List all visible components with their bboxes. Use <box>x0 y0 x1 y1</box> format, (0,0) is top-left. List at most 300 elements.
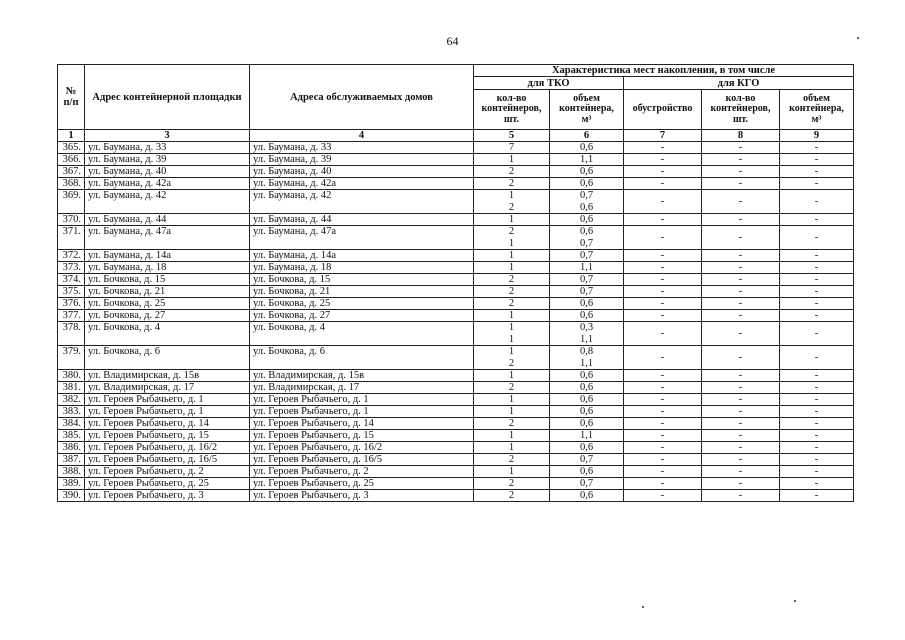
kgo-volume: - <box>780 322 854 346</box>
tko-volume-value: 0,6 <box>579 298 594 310</box>
kgo-count: - <box>702 490 780 502</box>
kgo-volume: - <box>780 142 854 154</box>
kgo-count: - <box>702 274 780 286</box>
row-number: 367. <box>58 166 85 178</box>
row-number: 370. <box>58 214 85 226</box>
kgo-equipment: - <box>624 430 702 442</box>
site-address: ул. Баумана, д. 44 <box>85 214 250 226</box>
row-number: 382. <box>58 394 85 406</box>
header-characteristics: Характеристика мест накопления, в том числе <box>474 65 854 77</box>
site-address: ул. Героев Рыбачьего, д. 2 <box>85 466 250 478</box>
served-houses: ул. Баумана, д. 33 <box>250 142 474 154</box>
tko-volume-value: 0,6 <box>579 214 594 226</box>
tko-volume <box>550 274 624 286</box>
kgo-count: - <box>702 478 780 490</box>
site-address: ул. Героев Рыбачьего, д. 16/2 <box>85 442 250 454</box>
kgo-equipment: - <box>624 370 702 382</box>
tko-count <box>474 250 550 262</box>
tko-count <box>474 346 550 370</box>
site-address: ул. Баумана, д. 14а <box>85 250 250 262</box>
row-number: 377. <box>58 310 85 322</box>
tko-count-value: 2 <box>508 298 515 310</box>
kgo-volume: - <box>780 382 854 394</box>
kgo-count: - <box>702 190 780 214</box>
table-row <box>58 154 854 166</box>
tko-volume-value: 1,1 <box>579 430 594 442</box>
tko-volume-value: 0,6 <box>579 142 594 154</box>
table-row <box>58 442 854 454</box>
kgo-volume: - <box>780 274 854 286</box>
tko-volume <box>550 226 624 250</box>
column-number: 9 <box>780 130 854 142</box>
site-address: ул. Бочкова, д. 21 <box>85 286 250 298</box>
tko-volume-value: 0,7 <box>579 286 594 298</box>
kgo-equipment: - <box>624 226 702 250</box>
site-address: ул. Баумана, д. 18 <box>85 262 250 274</box>
tko-count <box>474 190 550 214</box>
tko-volume-value: 0,7 <box>579 238 594 250</box>
site-address: ул. Баумана, д. 42 <box>85 190 250 214</box>
kgo-count: - <box>702 346 780 370</box>
kgo-count: - <box>702 214 780 226</box>
kgo-count: - <box>702 370 780 382</box>
header-kgo-volume: объем контейнера, м³ <box>780 90 854 130</box>
site-address: ул. Баумана, д. 40 <box>85 166 250 178</box>
served-houses: ул. Героев Рыбачьего, д. 1 <box>250 394 474 406</box>
served-houses: ул. Бочкова, д. 21 <box>250 286 474 298</box>
table-row <box>58 430 854 442</box>
tko-volume <box>550 154 624 166</box>
kgo-count: - <box>702 382 780 394</box>
kgo-volume: - <box>780 430 854 442</box>
column-number: 4 <box>250 130 474 142</box>
header-tko-count: кол-во контейнеров, шт. <box>474 90 550 130</box>
tko-volume <box>550 370 624 382</box>
header-kgo: для КГО <box>624 77 854 90</box>
table-row <box>58 166 854 178</box>
kgo-volume: - <box>780 190 854 214</box>
row-number: 390. <box>58 490 85 502</box>
header-served-houses: Адреса обслуживаемых домов <box>250 65 474 130</box>
scan-speck <box>857 37 859 39</box>
table-row <box>58 346 854 370</box>
kgo-equipment: - <box>624 298 702 310</box>
row-number: 389. <box>58 478 85 490</box>
column-number: 6 <box>550 130 624 142</box>
tko-volume <box>550 382 624 394</box>
tko-volume <box>550 442 624 454</box>
table-row <box>58 262 854 274</box>
kgo-count: - <box>702 262 780 274</box>
kgo-equipment: - <box>624 442 702 454</box>
row-number: 374. <box>58 274 85 286</box>
tko-volume-value: 0,6 <box>579 382 594 394</box>
tko-volume-value: 1,1 <box>579 358 594 370</box>
site-address: ул. Героев Рыбачьего, д. 1 <box>85 406 250 418</box>
tko-count <box>474 466 550 478</box>
tko-count-value: 1 <box>508 322 515 334</box>
kgo-equipment: - <box>624 154 702 166</box>
tko-volume-value: 0,6 <box>579 370 594 382</box>
tko-volume <box>550 490 624 502</box>
header-no: № п/п <box>58 65 85 130</box>
tko-count-value: 1 <box>508 406 515 418</box>
table-row <box>58 142 854 154</box>
row-number: 388. <box>58 466 85 478</box>
kgo-volume: - <box>780 298 854 310</box>
tko-volume-value: 0,7 <box>579 454 594 466</box>
row-number: 365. <box>58 142 85 154</box>
kgo-count: - <box>702 286 780 298</box>
kgo-count: - <box>702 418 780 430</box>
tko-count-value: 2 <box>508 490 515 502</box>
kgo-volume: - <box>780 478 854 490</box>
kgo-equipment: - <box>624 142 702 154</box>
site-address: ул. Героев Рыбачьего, д. 16/5 <box>85 454 250 466</box>
kgo-count: - <box>702 178 780 190</box>
served-houses: ул. Бочкова, д. 15 <box>250 274 474 286</box>
tko-count <box>474 142 550 154</box>
served-houses: ул. Бочкова, д. 25 <box>250 298 474 310</box>
tko-volume-value: 0,6 <box>579 178 594 190</box>
kgo-volume: - <box>780 226 854 250</box>
tko-volume <box>550 394 624 406</box>
row-number: 383. <box>58 406 85 418</box>
tko-volume-value: 0,6 <box>579 202 594 214</box>
tko-volume <box>550 346 624 370</box>
tko-volume <box>550 298 624 310</box>
served-houses: ул. Героев Рыбачьего, д. 14 <box>250 418 474 430</box>
table-row <box>58 250 854 262</box>
kgo-equipment: - <box>624 274 702 286</box>
tko-volume-value: 0,6 <box>579 466 594 478</box>
tko-count <box>474 370 550 382</box>
table-row <box>58 490 854 502</box>
kgo-volume: - <box>780 454 854 466</box>
site-address: ул. Бочкова, д. 15 <box>85 274 250 286</box>
row-number: 376. <box>58 298 85 310</box>
tko-count-value: 1 <box>508 262 515 274</box>
kgo-volume: - <box>780 154 854 166</box>
served-houses: ул. Бочкова, д. 27 <box>250 310 474 322</box>
header-site-address: Адрес контейнерной площадки <box>85 65 250 130</box>
kgo-volume: - <box>780 166 854 178</box>
site-address: ул. Бочкова, д. 6 <box>85 346 250 370</box>
tko-count-value: 1 <box>508 370 515 382</box>
kgo-count: - <box>702 142 780 154</box>
kgo-volume: - <box>780 178 854 190</box>
kgo-count: - <box>702 250 780 262</box>
table-row <box>58 298 854 310</box>
site-address: ул. Героев Рыбачьего, д. 14 <box>85 418 250 430</box>
kgo-count: - <box>702 442 780 454</box>
page-number: 64 <box>446 34 459 48</box>
served-houses: ул. Баумана, д. 44 <box>250 214 474 226</box>
served-houses: ул. Баумана, д. 42а <box>250 178 474 190</box>
row-number: 372. <box>58 250 85 262</box>
table-row <box>58 226 854 250</box>
served-houses: ул. Баумана, д. 40 <box>250 166 474 178</box>
tko-count-value: 1 <box>508 442 515 454</box>
kgo-equipment: - <box>624 346 702 370</box>
kgo-equipment: - <box>624 286 702 298</box>
tko-count-value: 1 <box>508 190 515 202</box>
table-row <box>58 406 854 418</box>
register-table <box>57 64 854 502</box>
header-kgo-count: кол-во контейнеров, шт. <box>702 90 780 130</box>
tko-count-value: 2 <box>508 358 515 370</box>
tko-volume <box>550 190 624 214</box>
tko-volume <box>550 250 624 262</box>
kgo-equipment: - <box>624 310 702 322</box>
tko-volume-value: 1,1 <box>579 154 594 166</box>
kgo-equipment: - <box>624 178 702 190</box>
kgo-equipment: - <box>624 478 702 490</box>
tko-count-value: 2 <box>508 478 515 490</box>
tko-count-value: 2 <box>508 418 515 430</box>
served-houses: ул. Владимирская, д. 15в <box>250 370 474 382</box>
kgo-count: - <box>702 298 780 310</box>
site-address: ул. Владимирская, д. 15в <box>85 370 250 382</box>
tko-count-value: 1 <box>508 310 515 322</box>
tko-count-value: 1 <box>508 430 515 442</box>
row-number: 387. <box>58 454 85 466</box>
table-row <box>58 454 854 466</box>
table-row <box>58 370 854 382</box>
served-houses: ул. Баумана, д. 14а <box>250 250 474 262</box>
tko-volume <box>550 322 624 346</box>
tko-volume <box>550 418 624 430</box>
tko-volume <box>550 406 624 418</box>
kgo-equipment: - <box>624 490 702 502</box>
kgo-count: - <box>702 166 780 178</box>
tko-volume-value: 0,6 <box>579 442 594 454</box>
served-houses: ул. Баумана, д. 18 <box>250 262 474 274</box>
table-row <box>58 286 854 298</box>
scan-speck <box>642 606 644 608</box>
tko-volume <box>550 454 624 466</box>
row-number: 373. <box>58 262 85 274</box>
tko-volume-value: 0,6 <box>579 310 594 322</box>
tko-volume <box>550 178 624 190</box>
site-address: ул. Героев Рыбачьего, д. 1 <box>85 394 250 406</box>
tko-count-value: 1 <box>508 334 515 346</box>
kgo-equipment: - <box>624 382 702 394</box>
served-houses: ул. Героев Рыбачьего, д. 3 <box>250 490 474 502</box>
tko-count <box>474 418 550 430</box>
tko-count <box>474 478 550 490</box>
header-kgo-equipment: обустройство <box>624 90 702 130</box>
tko-count-value: 2 <box>508 274 515 286</box>
kgo-volume: - <box>780 310 854 322</box>
table-row <box>58 394 854 406</box>
kgo-volume: - <box>780 466 854 478</box>
site-address: ул. Владимирская, д. 17 <box>85 382 250 394</box>
kgo-volume: - <box>780 346 854 370</box>
tko-count-value: 1 <box>508 238 515 250</box>
table-body <box>58 142 854 502</box>
tko-count <box>474 322 550 346</box>
row-number: 366. <box>58 154 85 166</box>
row-number: 369. <box>58 190 85 214</box>
table-row <box>58 418 854 430</box>
served-houses: ул. Героев Рыбачьего, д. 16/5 <box>250 454 474 466</box>
kgo-count: - <box>702 310 780 322</box>
site-address: ул. Баумана, д. 47а <box>85 226 250 250</box>
kgo-equipment: - <box>624 190 702 214</box>
tko-count <box>474 382 550 394</box>
scan-speck <box>794 600 796 602</box>
table-row <box>58 466 854 478</box>
kgo-equipment: - <box>624 322 702 346</box>
tko-count <box>474 262 550 274</box>
row-number: 384. <box>58 418 85 430</box>
table-row <box>58 478 854 490</box>
row-number: 368. <box>58 178 85 190</box>
tko-count-value: 2 <box>508 166 515 178</box>
tko-count <box>474 274 550 286</box>
tko-volume-value: 1,1 <box>579 334 594 346</box>
kgo-equipment: - <box>624 166 702 178</box>
tko-count-value: 1 <box>508 346 515 358</box>
tko-count <box>474 442 550 454</box>
site-address: ул. Героев Рыбачьего, д. 15 <box>85 430 250 442</box>
kgo-volume: - <box>780 370 854 382</box>
tko-count-value: 1 <box>508 466 515 478</box>
tko-count <box>474 490 550 502</box>
tko-count-value: 2 <box>508 202 515 214</box>
row-number: 381. <box>58 382 85 394</box>
tko-count-value: 2 <box>508 286 515 298</box>
tko-count <box>474 394 550 406</box>
tko-count-value: 2 <box>508 382 515 394</box>
kgo-equipment: - <box>624 418 702 430</box>
served-houses: ул. Героев Рыбачьего, д. 16/2 <box>250 442 474 454</box>
kgo-count: - <box>702 430 780 442</box>
tko-volume-value: 0,7 <box>579 274 594 286</box>
served-houses: ул. Бочкова, д. 4 <box>250 322 474 346</box>
served-houses: ул. Героев Рыбачьего, д. 15 <box>250 430 474 442</box>
table-row <box>58 310 854 322</box>
header-tko: для ТКО <box>474 77 624 90</box>
served-houses: ул. Баумана, д. 47а <box>250 226 474 250</box>
tko-count <box>474 286 550 298</box>
tko-count-value: 2 <box>508 454 515 466</box>
column-number: 3 <box>85 130 250 142</box>
column-number: 7 <box>624 130 702 142</box>
kgo-volume: - <box>780 250 854 262</box>
served-houses: ул. Бочкова, д. 6 <box>250 346 474 370</box>
tko-count <box>474 430 550 442</box>
tko-count <box>474 454 550 466</box>
table-row <box>58 214 854 226</box>
tko-volume-value: 0,6 <box>579 418 594 430</box>
table-row <box>58 190 854 214</box>
row-number: 371. <box>58 226 85 250</box>
served-houses: ул. Баумана, д. 39 <box>250 154 474 166</box>
tko-count <box>474 178 550 190</box>
kgo-count: - <box>702 394 780 406</box>
served-houses: ул. Владимирская, д. 17 <box>250 382 474 394</box>
tko-volume-value: 0,7 <box>579 250 594 262</box>
kgo-equipment: - <box>624 394 702 406</box>
served-houses: ул. Баумана, д. 42 <box>250 190 474 214</box>
tko-count <box>474 214 550 226</box>
tko-volume <box>550 310 624 322</box>
column-number: 5 <box>474 130 550 142</box>
kgo-count: - <box>702 226 780 250</box>
tko-volume <box>550 430 624 442</box>
kgo-volume: - <box>780 286 854 298</box>
tko-volume <box>550 466 624 478</box>
tko-volume-value: 0,6 <box>579 226 594 238</box>
row-number: 385. <box>58 430 85 442</box>
site-address: ул. Героев Рыбачьего, д. 25 <box>85 478 250 490</box>
header-tko-volume: объем контейнера, м³ <box>550 90 624 130</box>
row-number: 378. <box>58 322 85 346</box>
tko-volume-value: 0,7 <box>579 190 594 202</box>
tko-count <box>474 226 550 250</box>
kgo-volume: - <box>780 418 854 430</box>
tko-count <box>474 406 550 418</box>
kgo-volume: - <box>780 490 854 502</box>
kgo-count: - <box>702 454 780 466</box>
kgo-equipment: - <box>624 250 702 262</box>
tko-count-value: 2 <box>508 226 515 238</box>
tko-volume <box>550 214 624 226</box>
served-houses: ул. Героев Рыбачьего, д. 25 <box>250 478 474 490</box>
kgo-volume: - <box>780 394 854 406</box>
tko-volume <box>550 478 624 490</box>
table-row <box>58 178 854 190</box>
tko-volume-value: 0,8 <box>579 346 594 358</box>
row-number: 386. <box>58 442 85 454</box>
tko-count <box>474 310 550 322</box>
row-number: 375. <box>58 286 85 298</box>
kgo-equipment: - <box>624 454 702 466</box>
kgo-equipment: - <box>624 466 702 478</box>
tko-volume-value: 0,7 <box>579 478 594 490</box>
kgo-equipment: - <box>624 262 702 274</box>
site-address: ул. Баумана, д. 33 <box>85 142 250 154</box>
kgo-equipment: - <box>624 406 702 418</box>
site-address: ул. Бочкова, д. 25 <box>85 298 250 310</box>
tko-count-value: 2 <box>508 178 515 190</box>
kgo-count: - <box>702 466 780 478</box>
table-row <box>58 274 854 286</box>
kgo-volume: - <box>780 442 854 454</box>
site-address: ул. Бочкова, д. 4 <box>85 322 250 346</box>
tko-volume <box>550 262 624 274</box>
tko-volume-value: 0,6 <box>579 166 594 178</box>
tko-count <box>474 154 550 166</box>
tko-count-value: 1 <box>508 154 515 166</box>
table-row <box>58 382 854 394</box>
tko-volume-value: 0,6 <box>579 394 594 406</box>
site-address: ул. Бочкова, д. 27 <box>85 310 250 322</box>
column-number: 1 <box>58 130 85 142</box>
kgo-volume: - <box>780 262 854 274</box>
tko-volume-value: 1,1 <box>579 262 594 274</box>
tko-count-value: 1 <box>508 250 515 262</box>
kgo-count: - <box>702 154 780 166</box>
tko-volume <box>550 286 624 298</box>
tko-volume-value: 0,6 <box>579 490 594 502</box>
row-number: 379. <box>58 346 85 370</box>
served-houses: ул. Героев Рыбачьего, д. 2 <box>250 466 474 478</box>
served-houses: ул. Героев Рыбачьего, д. 1 <box>250 406 474 418</box>
tko-count-value: 1 <box>508 214 515 226</box>
